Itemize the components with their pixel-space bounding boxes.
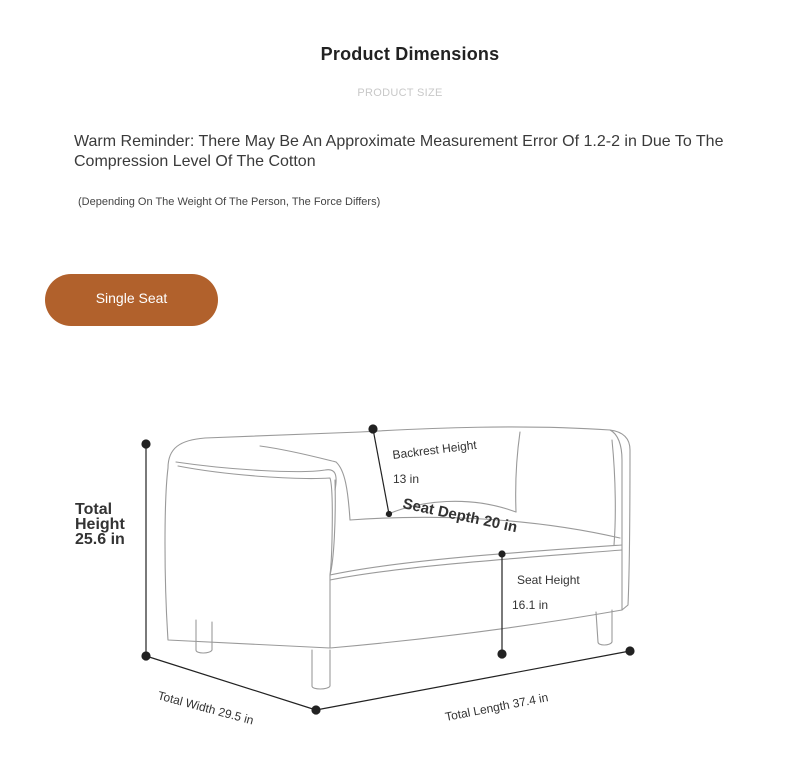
page-title: Product Dimensions	[320, 44, 500, 64]
reminder-line-2: Compression Level Of The Cotton	[74, 153, 316, 170]
seat-depth-label: Seat Depth 20 in	[401, 495, 519, 537]
single-seat-button[interactable]: Single Seat	[45, 274, 218, 326]
reminder-note: (Depending On The Weight Of The Person, The Force Differs)	[78, 196, 381, 208]
seat-height-value: 16.1 in	[512, 598, 549, 612]
total-height-annotation	[75, 502, 135, 547]
backrest-height-value: 13 in	[393, 472, 420, 486]
dimension-lines	[142, 425, 634, 714]
total-height-label: Total Height	[75, 501, 125, 533]
reminder-line-1: Warm Reminder: There May Be An Approximate Measurement Error Of 1.2-2 in Due To The	[74, 133, 724, 150]
total-height-value: 25.6 in	[75, 531, 125, 548]
total-width-label: Total Width 29.5 in	[156, 688, 256, 728]
total-length-label: Total Length 37.4 in	[443, 690, 550, 724]
sofa-illustration	[165, 427, 630, 689]
seat-height-label: Seat Height	[517, 573, 580, 587]
backrest-height-label: Backrest Height	[391, 437, 478, 462]
page-subtitle: PRODUCT SIZE	[357, 87, 443, 99]
